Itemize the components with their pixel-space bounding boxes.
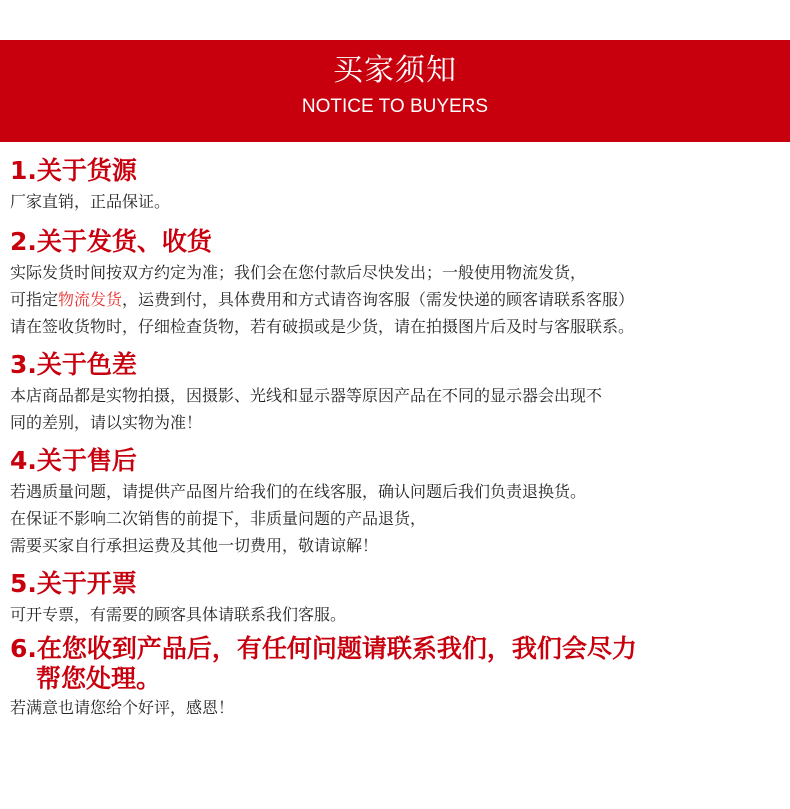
section-source	[0, 154, 790, 215]
line-prefix: 可指定	[10, 290, 59, 309]
heading-line-1: 6.在您收到产品后，有任何问题请联系我们，我们会尽力	[10, 634, 637, 663]
section-heading: 2.关于发货、收货	[10, 227, 212, 256]
section-line: 同的差别，请以实物为准！	[10, 413, 203, 432]
header-banner	[0, 40, 790, 142]
banner-title-en: NOTICE TO BUYERS	[301, 96, 489, 117]
section-line: 可开专票，有需要的顾客具体请联系我们客服。	[10, 605, 347, 624]
section-heading: 1.关于货源	[10, 156, 137, 185]
section-color-difference	[0, 348, 790, 436]
section-line: 厂家直销，正品保证。	[10, 192, 171, 211]
section-line: 在保证不影响二次销售的前提下，非质量问题的产品退货，	[10, 509, 427, 528]
heading-line-2: 帮您处理。	[36, 664, 162, 693]
section-contact	[0, 634, 790, 721]
section-line: 本店商品都是实物拍摄，因摄影、光线和显示器等原因产品在不同的显示器会出现不	[10, 386, 603, 405]
section-heading	[10, 634, 770, 694]
banner-title-cn: 买家须知	[333, 53, 457, 88]
section-line: 若满意也请您给个好评，感恩！	[10, 698, 235, 717]
notice-content	[0, 154, 790, 721]
section-line: 实际发货时间按双方约定为准；我们会在您付款后尽快发出；一般使用物流发货，	[10, 263, 587, 282]
section-heading: 3.关于色差	[10, 350, 137, 379]
section-line: 若遇质量问题，请提供产品图片给我们的在线客服，确认问题后我们负责退换货。	[10, 482, 587, 501]
section-after-sales	[0, 444, 790, 559]
section-heading: 5.关于开票	[10, 569, 137, 598]
section-line: 需要买家自行承担运费及其他一切费用，敬请谅解！	[10, 536, 379, 555]
section-invoice	[0, 567, 790, 628]
section-heading: 4.关于售后	[10, 446, 137, 475]
section-line: 请在签收货物时，仔细检查货物，若有破损或是少货，请在拍摄图片后及时与客服联系。	[10, 317, 635, 336]
section-shipping	[0, 225, 790, 340]
logistics-highlight: 物流发货	[58, 290, 123, 309]
section-line-logistics	[10, 286, 790, 313]
line-suffix: ，运费到付，具体费用和方式请咨询客服（需发快递的顾客请联系客服）	[122, 290, 635, 309]
